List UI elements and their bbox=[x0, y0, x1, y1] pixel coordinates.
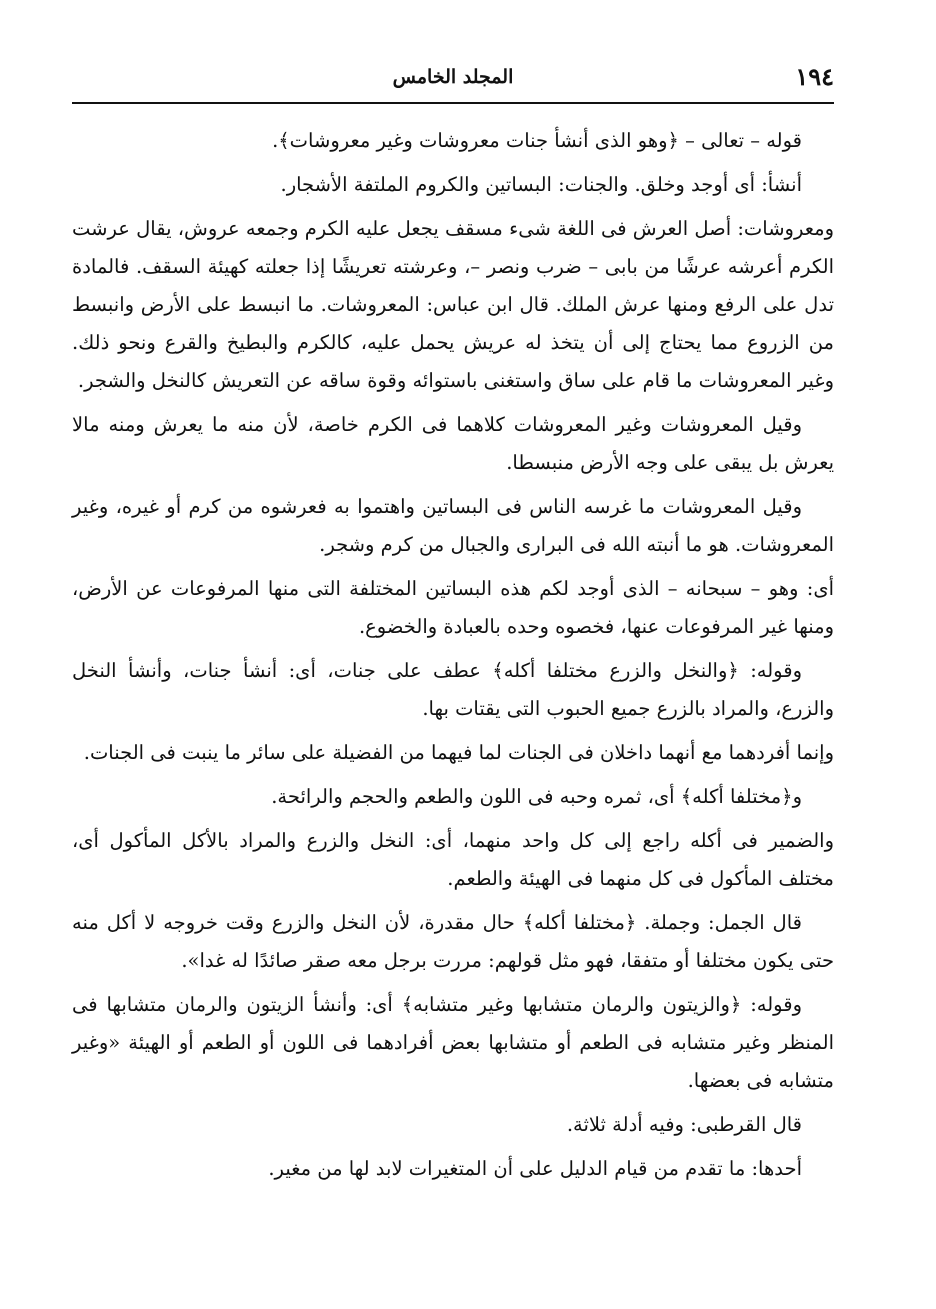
paragraph: قال الجمل: وجملة. ﴿مختلفا أكله﴾ حال مقدرة، لأن النخل والزرع وقت خروجه لا أكل منه حتى يكون مختلفا أو متفقا، فهو مثل قولهم: مررت برجل معه صقر صائدًا له غدا». bbox=[72, 911, 834, 972]
paragraph: وقوله: ﴿والنخل والزرع مختلفا أكله﴾ عطف على جنات، أى: أنشأ جنات، وأنشأ النخل والزرع، والمراد بالزرع جميع الحبوب التى يقتات بها. bbox=[72, 659, 834, 720]
paragraph: وقوله: ﴿والزيتون والرمان متشابها وغير متشابه﴾ أى: وأنشأ الزيتون والرمان متشابها فى المنظر وغير متشابه فى الطعم أو متشابها بعض أفرادهما فى اللون أو الطعم أو الهيئة «وغير متشابه فى بعضها. bbox=[72, 993, 834, 1092]
page-number: ١٩٤ bbox=[795, 62, 834, 91]
paragraph: قوله – تعالى – ﴿وهو الذى أنشأ جنات معروشات وغير معروشات﴾. bbox=[272, 129, 802, 152]
paragraph: والضمير فى أكله راجع إلى كل واحد منهما، أى: النخل والزرع والمراد بالأكل المأكول أى، مختلف المأكول فى كل منهما فى الهيئة والطعم. bbox=[72, 829, 834, 890]
paragraph: و﴿مختلفا أكله﴾ أى، ثمره وحبه فى اللون والطعم والحجم والرائحة. bbox=[271, 785, 802, 808]
paragraph: أنشأ: أى أوجد وخلق. والجنات: البساتين والكروم الملتفة الأشجار. bbox=[280, 173, 802, 196]
paragraph: أى: وهو – سبحانه – الذى أوجد لكم هذه البساتين المختلفة التى منها المرفوعات عن الأرض، ومنها غير المرفوعات عنها، فخصوه وحده بالعبادة والخضوع. bbox=[72, 577, 834, 638]
paragraph: أحدها: ما تقدم من قيام الدليل على أن المتغيرات لابد لها من مغير. bbox=[268, 1157, 802, 1180]
paragraph: وقيل المعروشات ما غرسه الناس فى البساتين واهتموا به فعرشوه من كرم أو غيره، وغير المعروشات. هو ما أنبته الله فى البرارى والجبال من كرم وشجر. bbox=[72, 495, 834, 556]
paragraph: وقيل المعروشات وغير المعروشات كلاهما فى الكرم خاصة، لأن منه ما يعرش ومنه مالا يعرش بل يبقى على وجه الأرض منبسطا. bbox=[72, 413, 834, 474]
page-header bbox=[72, 62, 834, 102]
paragraph: قال القرطبى: وفيه أدلة ثلاثة. bbox=[566, 1113, 802, 1136]
header-rule bbox=[72, 102, 834, 104]
running-title: المجلد الخامس bbox=[392, 66, 514, 88]
paragraph: وإنما أفردهما مع أنهما داخلان فى الجنات لما فيهما من الفضيلة على سائر ما ينبت فى الجنات. bbox=[83, 741, 834, 764]
page-body bbox=[72, 122, 834, 1194]
paragraph: ومعروشات: أصل العرش فى اللغة شىء مسقف يجعل عليه الكرم وجمعه عروش، يقال عرشت الكرم أعرشه عرشًا من بابى – ضرب ونصر –، وعرشته تعريشًا إذا جعلته كهيئة السقف. فالمادة تدل على الرفع ومنها عرش الملك. قال ابن عباس: المعروشات. ما انبسط على الأرض وانبسط من الزروع مما يحتاج إلى أن يتخذ له عريش يحمل عليه، كالكرم والبطيخ والقرع ونحو ذلك. وغير المعروشات ما قام على ساق واستغنى باستوائه وقوة ساقه عن التعريش كالنخل والشجر. bbox=[72, 217, 834, 392]
